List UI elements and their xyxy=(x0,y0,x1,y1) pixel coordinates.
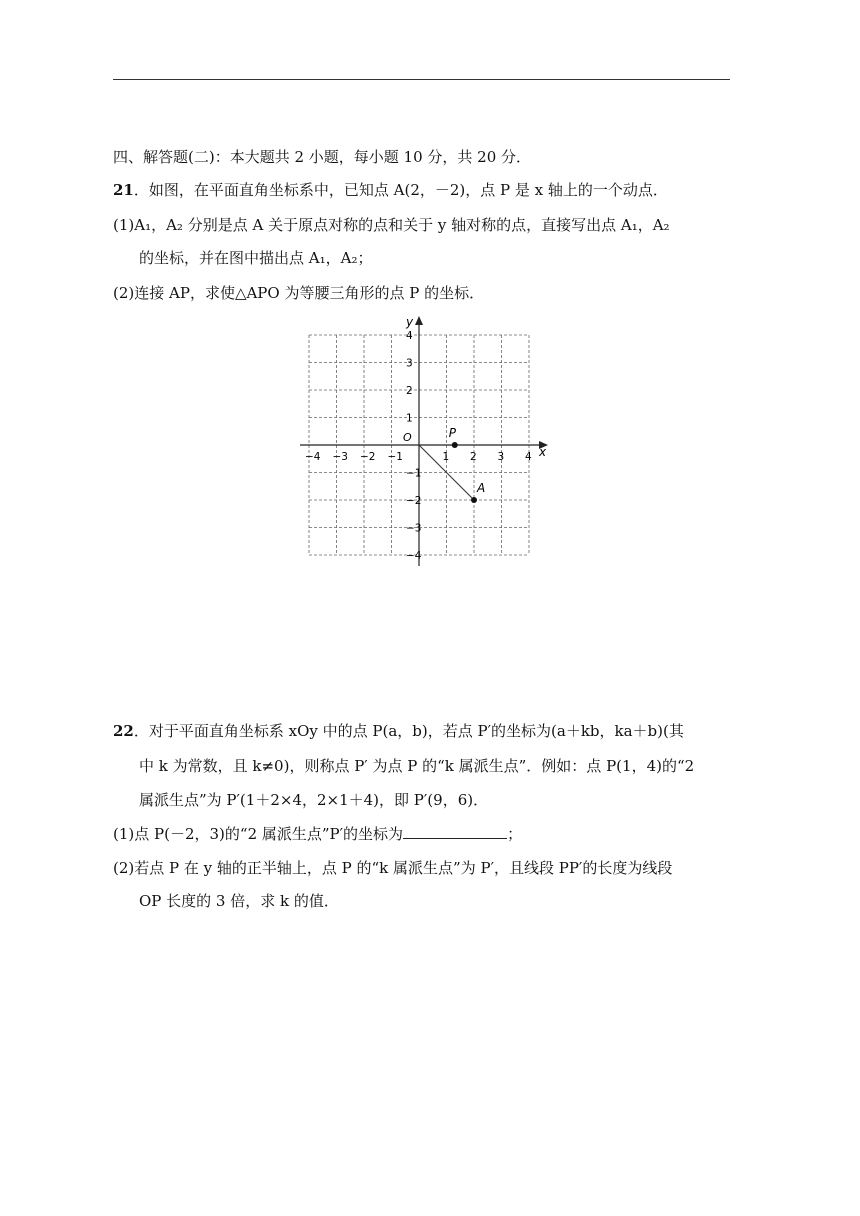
y-axis-arrow xyxy=(415,316,423,325)
q22-line3: 属派生点”为 P′(1＋2×4，2×1＋4)，即 P′(9，6)． xyxy=(139,791,489,809)
point-P xyxy=(452,442,458,448)
x-tick-label: −2 xyxy=(360,451,376,463)
x-tick-label: 4 xyxy=(525,451,532,463)
q22-line1: ．对于平面直角坐标系 xOy 中的点 P(a，b)，若点 P′的坐标为(a＋kb，ka＋b)(其 xyxy=(133,722,684,740)
x-tick-label: 2 xyxy=(470,451,477,463)
q21-number: 21 xyxy=(113,181,134,199)
q22-part2-line1: (2)若点 P 在 y 轴的正半轴上，点 P 的“k 属派生点”为 P′，且线段 PP′的长度为线段 xyxy=(113,859,673,877)
x-tick-label: 3 xyxy=(497,451,505,463)
point-P-label: P xyxy=(448,426,456,440)
coordinate-graph xyxy=(290,314,560,570)
y-tick-label: 3 xyxy=(406,357,413,370)
y-axis-label: y xyxy=(406,315,414,329)
header-rule xyxy=(113,79,730,80)
x-tick-label: 1 xyxy=(442,451,450,463)
y-tick-label: 1 xyxy=(406,412,413,425)
y-tick-label: −1 xyxy=(406,467,422,480)
x-tick-label: −3 xyxy=(332,451,348,463)
point-A xyxy=(471,497,477,503)
q22-line1-row xyxy=(113,720,684,741)
axes xyxy=(300,315,548,566)
q21-stem-line xyxy=(113,179,668,200)
x-tick-label: −4 xyxy=(305,451,321,463)
q21-part1-line1: (1)A₁，A₂ 分别是点 A 关于原点对称的点和关于 y 轴对称的点，直接写出点 A₁，A₂ xyxy=(113,216,670,234)
q22-part1-row xyxy=(113,823,522,844)
section-header: 四、解答题(二)：本大题共 2 小题，每小题 10 分，共 20 分． xyxy=(113,148,532,166)
q22-number: 22 xyxy=(113,722,134,740)
q21-stem: ．如图，在平面直角坐标系中，已知点 A(2，－2)，点 P 是 x 轴上的一个动点． xyxy=(133,181,668,199)
y-tick-label: 4 xyxy=(406,330,413,342)
q22-part1-end: ； xyxy=(507,825,523,843)
graph-marks xyxy=(419,426,485,503)
q22-part1-text: (1)点 P(－2，3)的“2 属派生点”P′的坐标为 xyxy=(113,825,404,843)
y-tick-label: −2 xyxy=(406,495,422,507)
q21-part2: (2)连接 AP，求使△APO 为等腰三角形的点 P 的坐标． xyxy=(113,284,485,302)
x-tick-label: −1 xyxy=(387,451,403,463)
x-axis-label: x xyxy=(539,445,547,459)
point-A-label: A xyxy=(477,481,486,495)
y-tick-label: 2 xyxy=(406,385,413,397)
q22-part2-line2: OP 长度的 3 倍，求 k 的值． xyxy=(139,892,339,910)
y-tick-label: −4 xyxy=(406,550,422,562)
origin-label: O xyxy=(403,431,412,444)
q21-part1-line2: 的坐标，并在图中描出点 A₁，A₂； xyxy=(139,249,373,267)
y-tick-label: −3 xyxy=(406,522,422,535)
answer-blank[interactable] xyxy=(403,824,507,839)
q22-line2: 中 k 为常数，且 k≠0)，则称点 P′ 为点 P 的“k 属派生点”．例如：点 P(1，4)的“2 xyxy=(139,757,695,775)
